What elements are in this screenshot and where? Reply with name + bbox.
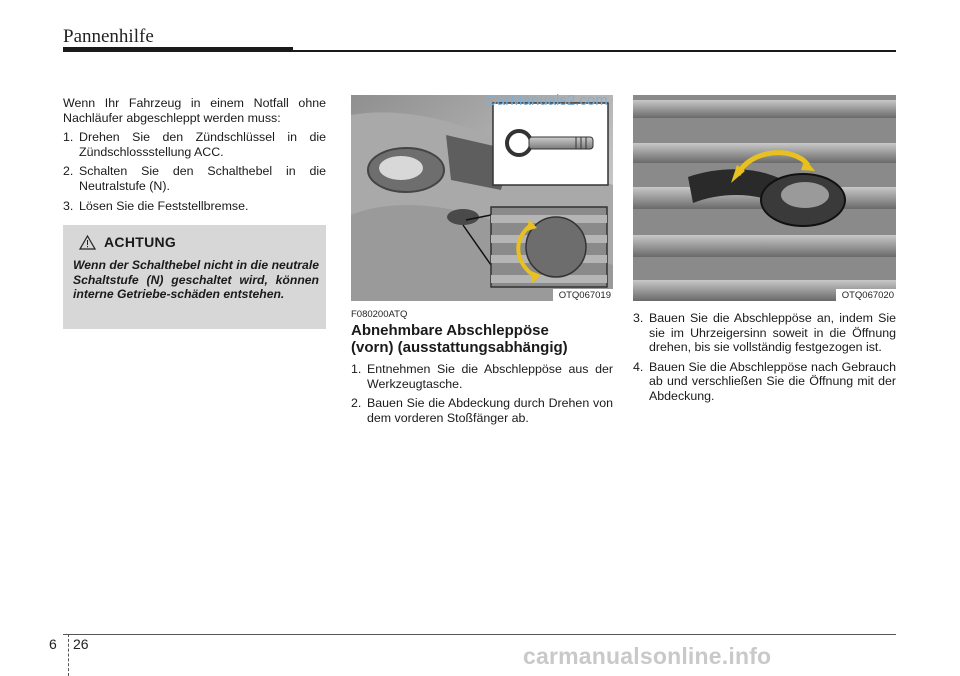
header-bar xyxy=(63,47,293,52)
step-number: 2. xyxy=(351,396,362,411)
step-text: Schalten Sie den Schalthebel in die Neutralstufe (N). xyxy=(79,164,326,193)
bumper-illustration xyxy=(351,95,613,301)
list-item xyxy=(63,130,326,159)
left-steps-list xyxy=(63,130,326,213)
caution-text: Wenn der Schalthebel nicht in die neutrale Schaltstufe (N) geschaltet wird, können interne Getriebe-schäden entstehen. xyxy=(73,258,319,302)
list-item xyxy=(63,164,326,193)
figure-tow-hook xyxy=(633,95,896,301)
middle-column-text xyxy=(351,362,613,430)
step-number: 4. xyxy=(633,359,644,374)
step-number: 3. xyxy=(63,198,74,213)
chapter-number: 6 xyxy=(49,636,57,652)
footer-rule xyxy=(63,634,896,635)
section-title: Pannenhilfe xyxy=(63,26,154,47)
watermark-bottom: carmanualsonline.info xyxy=(523,643,772,669)
figure-caption: OTQ067019 xyxy=(553,289,613,301)
footer-divider xyxy=(68,634,69,676)
step-number: 1. xyxy=(63,130,74,145)
step-text: Bauen Sie die Abschleppöse nach Gebrauch ab und verschließen Sie die Öffnung mit der Abdeckung. xyxy=(649,359,896,403)
caution-title: ACHTUNG xyxy=(104,234,177,250)
list-item xyxy=(351,362,613,391)
right-column-text xyxy=(633,311,896,409)
header-rule xyxy=(293,50,896,52)
step-text: Drehen Sie den Zündschlüssel in die Zündschlossstellung ACC. xyxy=(79,130,326,159)
caution-header xyxy=(79,234,176,250)
figure-front-bumper xyxy=(351,95,613,301)
figure-caption: OTQ067020 xyxy=(836,289,896,301)
step-number: 2. xyxy=(63,164,74,179)
left-column xyxy=(63,96,326,218)
step-number: 1. xyxy=(351,362,362,376)
list-item xyxy=(633,311,896,355)
heading-line-2: (vorn) (ausstattungsabhängig) xyxy=(351,339,568,356)
tow-hook-illustration xyxy=(633,95,896,301)
section-code: F080200ATQ xyxy=(351,309,408,320)
step-text: Lösen Sie die Feststellbremse. xyxy=(79,198,249,213)
page-number: 26 xyxy=(73,636,89,652)
step-text: Entnehmen Sie die Abschleppöse aus der Werkzeugtasche. xyxy=(367,362,613,391)
heading-line-1: Abnehmbare Abschleppöse xyxy=(351,322,549,339)
step-number: 3. xyxy=(633,311,644,325)
middle-steps-list xyxy=(351,362,613,425)
right-steps-list xyxy=(633,311,896,404)
list-item xyxy=(633,360,896,404)
step-text: Bauen Sie die Abdeckung durch Drehen von dem vorderen Stoßfänger ab. xyxy=(367,396,613,425)
list-item xyxy=(63,199,326,214)
section-heading xyxy=(351,322,613,356)
list-item xyxy=(351,396,613,425)
intro-paragraph: Wenn Ihr Fahrzeug in einem Notfall ohne Nachläufer abgeschleppt werden muss: xyxy=(63,96,326,125)
watermark-top: CarManuals2.com xyxy=(486,92,608,109)
caution-box xyxy=(63,225,326,329)
warning-triangle-icon xyxy=(79,235,96,250)
step-text: Bauen Sie die Abschleppöse an, indem Sie sie im Uhrzeigersinn soweit in die Öffnung drehen, bis sie vollständig festgezogen ist. xyxy=(649,311,896,355)
